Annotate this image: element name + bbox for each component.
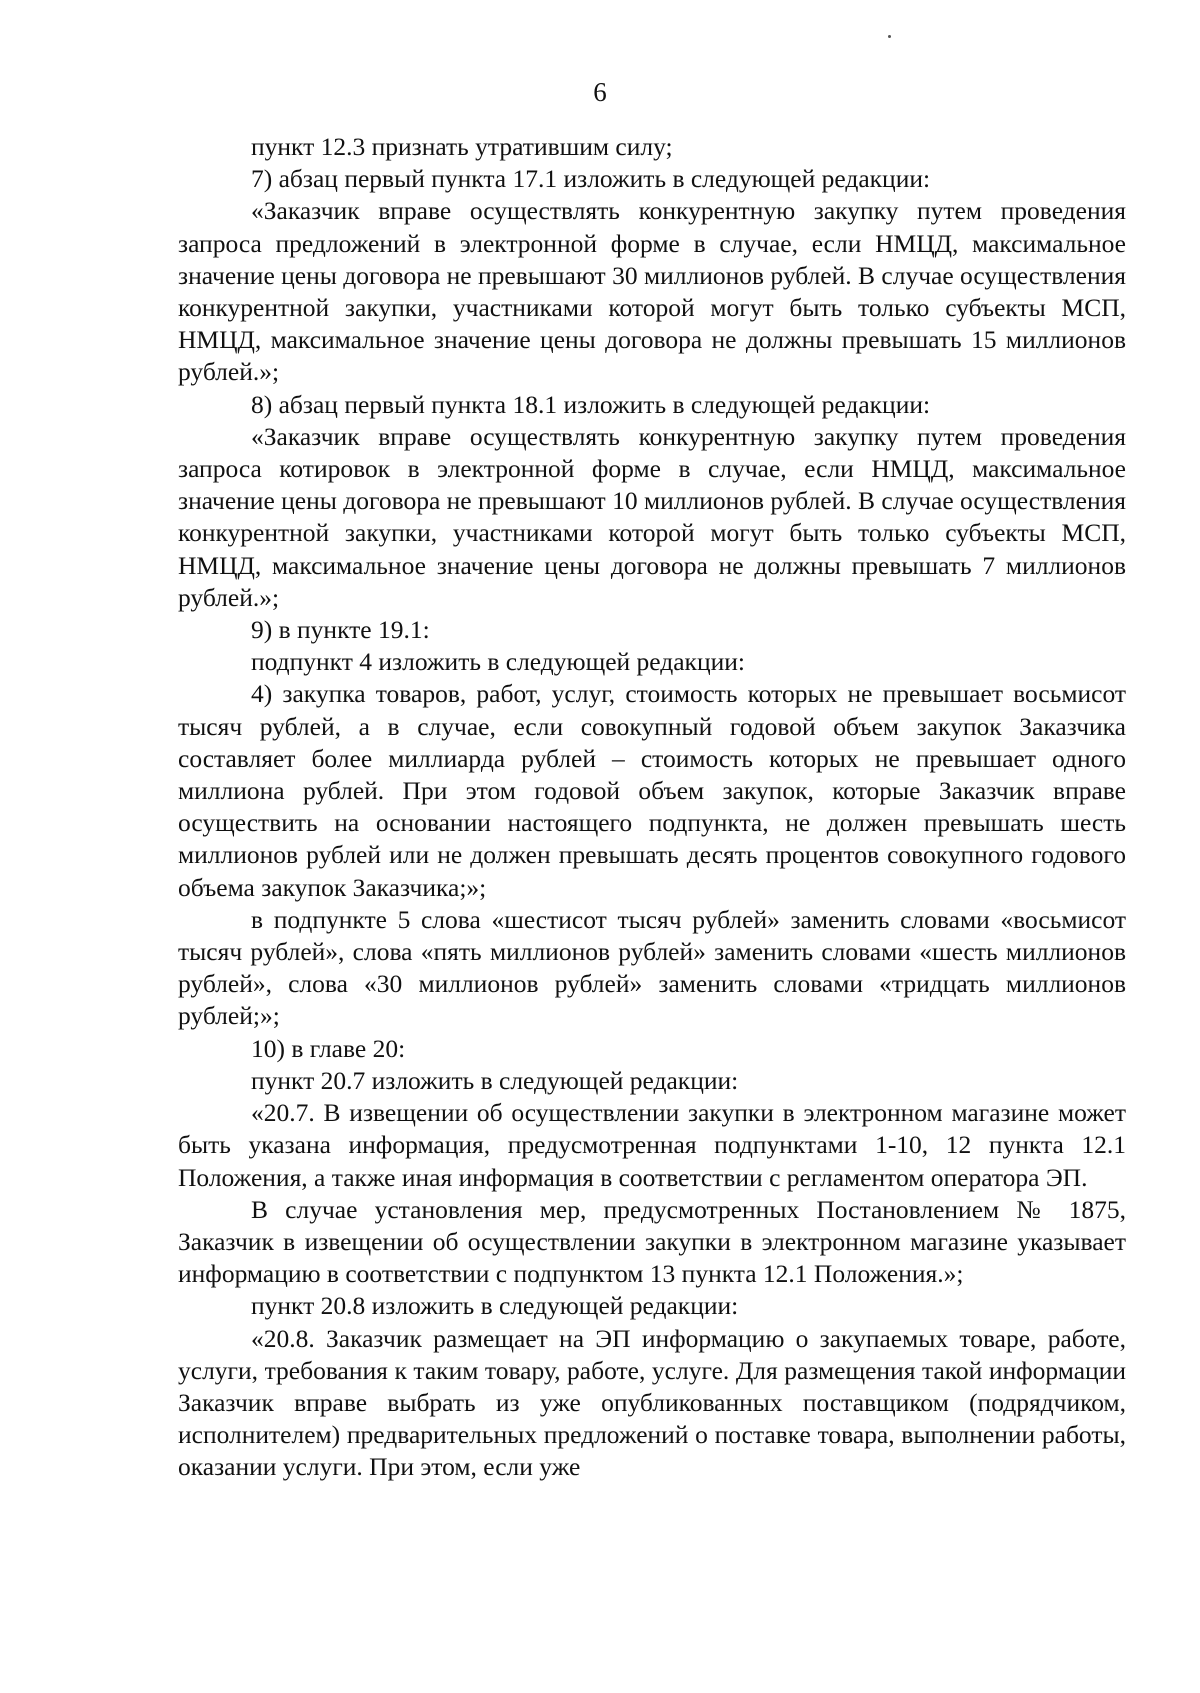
- paragraph: пункт 20.8 изложить в следующей редакции:: [251, 1291, 739, 1321]
- paragraph: «20.8. Заказчик размещает на ЭП информацию о закупаемых товаре, работе, услуги, требования к таким товару, работе, услуге. Для размещения такой информации Заказчик вправе выбрать из уже опубликованных поставщиком (подрядчиком, исполнителем) предварительных предложений о поставке товара, выполнении работы, оказании услуги. При этом, если уже: [178, 1323, 1126, 1482]
- paragraph: подпункт 4 изложить в следующей редакции:: [251, 647, 745, 677]
- page-number: 6: [593, 77, 607, 107]
- paragraph: «Заказчик вправе осуществлять конкурентную закупку путем проведения запроса предложений в электронной форме в случае, если НМЦД, максимальное значение цены договора не превышают 30 миллионов рублей. В случае осуществления конкурентной закупки, участниками которой могут быть только субъекты МСП, НМЦД, максимальное значение цены договора не должны превышать 15 миллионов рублей.»;: [178, 196, 1126, 387]
- paragraph: «Заказчик вправе осуществлять конкурентную закупку путем проведения запроса котировок в электронной форме в случае, если НМЦД, максимальное значение цены договора не превышают 10 миллионов рублей. В случае осуществления конкурентной закупки, участниками которой могут быть только субъекты МСП, НМЦД, максимальное значение цены договора не должны превышать 7 миллионов рублей.»;: [178, 421, 1126, 612]
- paragraph: 10) в главе 20:: [251, 1033, 406, 1063]
- paragraph: в подпункте 5 слова «шестисот тысяч рублей» заменить словами «восьмисот тысяч рублей», слова «пять миллионов рублей» заменить словами «шесть миллионов рублей», слова «30 миллионов рублей» заменить словами «тридцать миллионов рублей;»;: [178, 904, 1126, 1031]
- document-body: [178, 131, 1126, 1484]
- scan-artifact-dot: [888, 35, 891, 38]
- paragraph: пункт 20.7 изложить в следующей редакции:: [251, 1065, 739, 1095]
- paragraph: 8) абзац первый пункта 18.1 изложить в следующей редакции:: [251, 389, 931, 419]
- paragraph: пункт 12.3 признать утратившим силу;: [251, 132, 673, 161]
- paragraph: 4) закупка товаров, работ, услуг, стоимость которых не превышает восьмисот тысяч рублей, а в случае, если совокупный годовой объем закупок Заказчика составляет более миллиарда рублей – стоимость которых не превышает одного миллиона рублей. При этом годовой объем закупок, которые Заказчик вправе осуществить на основании настоящего подпункта, не должен превышать шесть миллионов рублей или не должен превышать десять процентов совокупного годового объема закупок Заказчика;»;: [178, 679, 1126, 902]
- paragraph: 9) в пункте 19.1:: [251, 615, 430, 645]
- paragraph: «20.7. В извещении об осуществлении закупки в электронном магазине может быть указана информация, предусмотренная подпунктами 1-10, 12 пункта 12.1 Положения, а также иная информация в соответствии с регламентом оператора ЭП.: [178, 1098, 1126, 1192]
- paragraph: 7) абзац первый пункта 17.1 изложить в следующей редакции:: [251, 164, 931, 194]
- paragraph: В случае установления мер, предусмотренных Постановлением № 1875, Заказчик в извещении об осуществлении закупки в электронном магазине указывает информацию в соответствии с подпунктом 13 пункта 12.1 Положения.»;: [178, 1194, 1126, 1289]
